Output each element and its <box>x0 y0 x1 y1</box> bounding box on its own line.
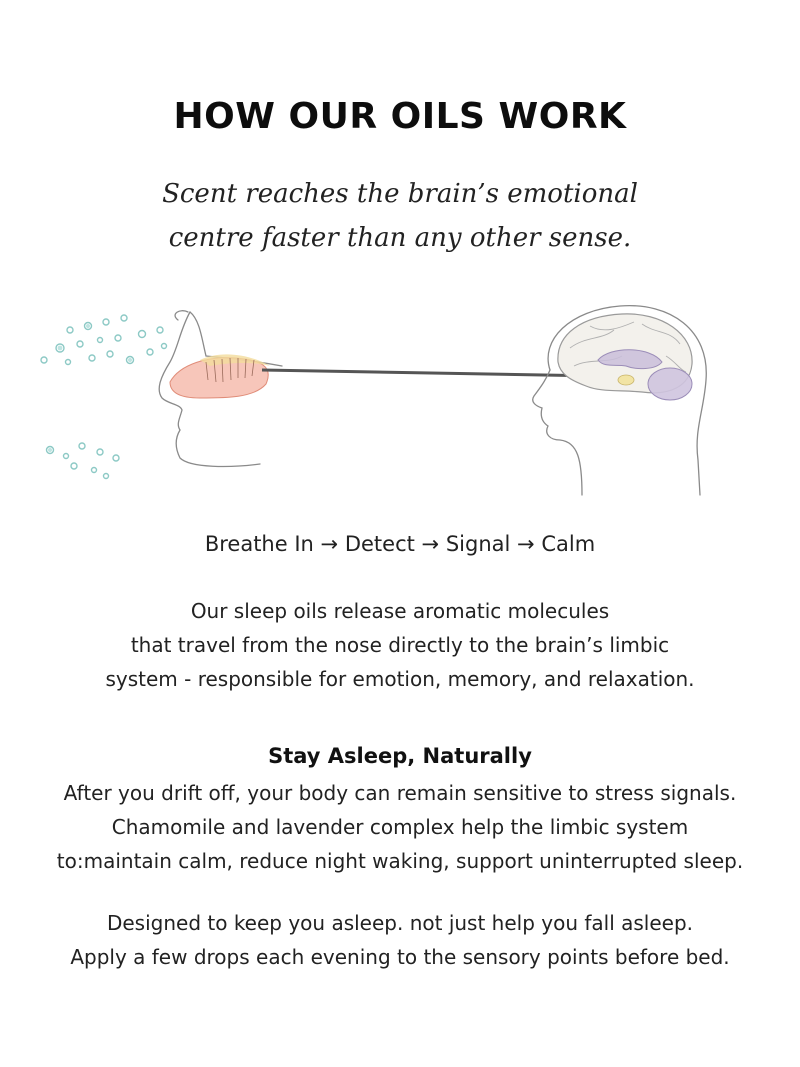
subtitle-line: centre faster than any other sense. <box>168 223 632 253</box>
arrow-icon: → <box>517 532 535 556</box>
arrow-icon: → <box>320 532 339 556</box>
step-breathe-in: Breathe In <box>204 532 314 556</box>
intro-line: Our sleep oils release aromatic molecules <box>190 599 610 623</box>
page-subtitle <box>0 172 800 260</box>
scent-molecules-icon <box>41 315 167 479</box>
section-heading: Stay Asleep, Naturally <box>268 744 532 768</box>
scent-molecules-fill <box>48 324 132 452</box>
cerebellum <box>648 368 692 400</box>
step-calm: Calm <box>541 532 596 556</box>
intro-line: that travel from the nose directly to the brain’s limbic <box>130 633 670 657</box>
nose-to-brain-illustration <box>30 300 770 500</box>
section-line: to:maintain calm, reduce night waking, support uninterrupted sleep. <box>56 849 744 873</box>
page-title: HOW OUR OILS WORK <box>173 96 627 137</box>
closing-line: Apply a few drops each evening to the sensory points before bed. <box>70 945 730 969</box>
step-detect: Detect <box>344 532 415 556</box>
closing-paragraph <box>0 906 800 974</box>
closing-line: Designed to keep you asleep. not just help you fall asleep. <box>106 911 694 935</box>
arrow-icon: → <box>421 532 440 556</box>
section-paragraph <box>0 776 800 878</box>
olfactory-bulb <box>618 375 634 385</box>
section-line: After you drift off, your body can remain sensitive to stress signals. <box>63 781 737 805</box>
process-steps <box>0 532 800 556</box>
step-signal: Signal <box>445 532 511 556</box>
section-line: Chamomile and lavender complex help the limbic system <box>111 815 689 839</box>
intro-line: system - responsible for emotion, memory, and relaxation. <box>105 667 695 691</box>
intro-paragraph <box>0 594 800 696</box>
subtitle-line: Scent reaches the brain’s emotional <box>162 179 638 209</box>
